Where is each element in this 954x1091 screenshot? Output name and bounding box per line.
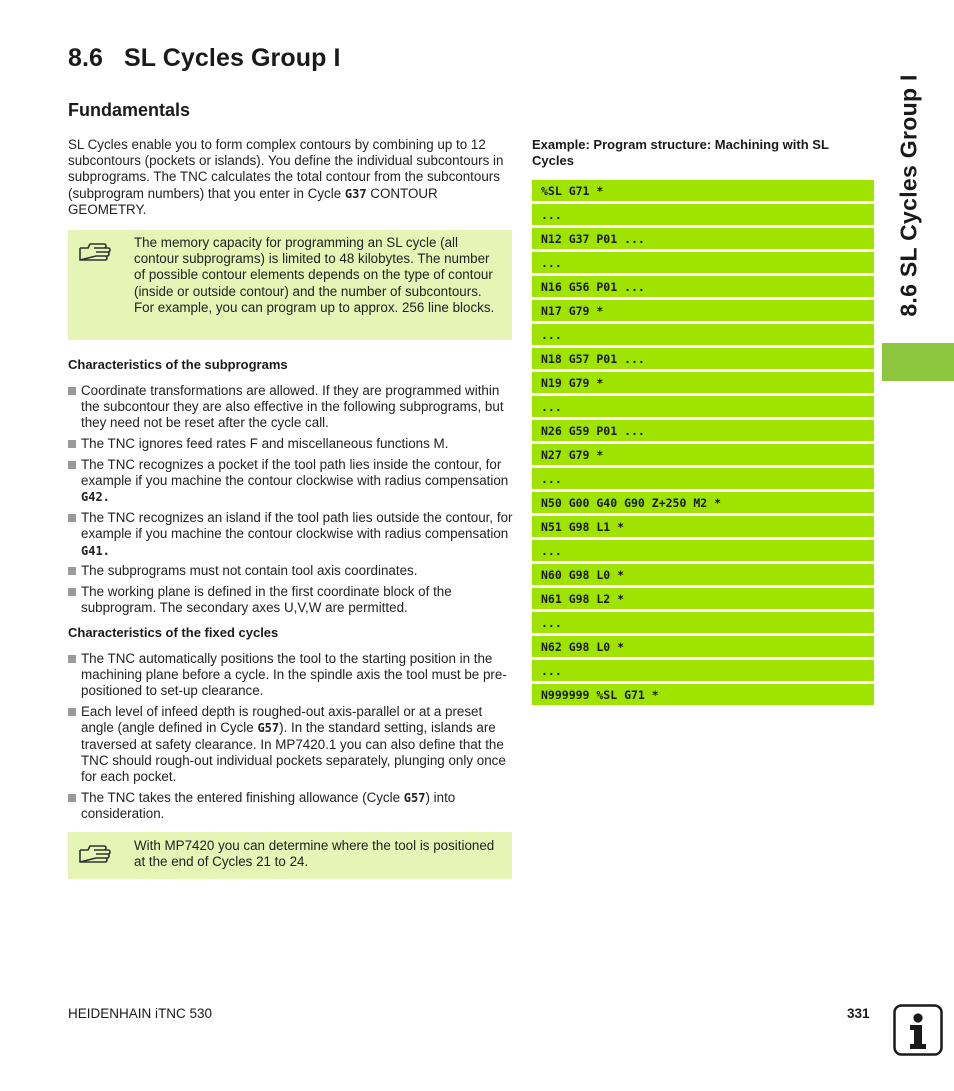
program-line: N12 G37 P01 ... bbox=[532, 228, 874, 249]
program-line: N60 G98 L0 * bbox=[532, 564, 874, 585]
pointing-hand-icon bbox=[78, 842, 112, 868]
list-item bbox=[68, 584, 514, 616]
list-item-text: The TNC automatically positions the tool to the starting position in the machining plane before a cycle. In the spindle axis the tool must be pre-positioned to set-up clearance. bbox=[81, 651, 507, 699]
program-line: ... bbox=[532, 660, 874, 681]
program-line: ... bbox=[532, 252, 874, 273]
program-line: N999999 %SL G71 * bbox=[532, 684, 874, 705]
footer-product: HEIDENHAIN iTNC 530 bbox=[68, 1006, 213, 1021]
subtitle: Fundamentals bbox=[68, 100, 191, 120]
list-item-text: The TNC ignores feed rates F and miscellaneous functions M. bbox=[81, 436, 449, 452]
list-item-text-end: ) into consideration. bbox=[81, 789, 456, 822]
fixed-cycles-list bbox=[68, 651, 514, 827]
list-item bbox=[68, 651, 514, 700]
program-listing bbox=[532, 180, 874, 708]
list-item bbox=[68, 510, 514, 559]
pointing-hand-icon bbox=[78, 240, 112, 266]
program-line: ... bbox=[532, 612, 874, 633]
program-line: ... bbox=[532, 468, 874, 489]
list-item-text: The TNC takes the entered finishing allowance (Cycle bbox=[81, 789, 404, 805]
program-line: ... bbox=[532, 540, 874, 561]
list-item-text: The working plane is defined in the first coordinate block of the subprogram. The secondary axes U,V,W are permitted. bbox=[81, 584, 452, 616]
intro-text: SL Cycles enable you to form complex contours by combining up to 12 subcontours (pockets or islands). You define the individual subcontours in subprograms. The TNC calculates the total contour from the subcontours (subprogram numbers) that you enter in Cycle bbox=[68, 137, 504, 201]
program-line: N61 G98 L2 * bbox=[532, 588, 874, 609]
program-line: N16 G56 P01 ... bbox=[532, 276, 874, 297]
side-section-title-text: 8.6 SL Cycles Group I bbox=[895, 73, 922, 317]
fixed-cycles-heading: Characteristics of the fixed cycles bbox=[68, 625, 279, 640]
program-line: ... bbox=[532, 324, 874, 345]
program-line: %SL G71 * bbox=[532, 180, 874, 201]
note-box-memory bbox=[68, 230, 512, 340]
note-text-memory: The memory capacity for programming an SL cycle (all contour subprograms) is limited to 48 kilobytes. The number of possible contour elements depends on the type of contour (inside or outside contour) and the number of subcontours. For example, you can program up to approx. 256 line blocks. bbox=[134, 235, 495, 315]
program-line: N50 G00 G40 G90 Z+250 M2 * bbox=[532, 492, 874, 513]
program-line: ... bbox=[532, 396, 874, 417]
list-item bbox=[68, 790, 514, 822]
list-item bbox=[68, 563, 514, 579]
list-item-text: The TNC recognizes a pocket if the tool path lies inside the contour, for example if you machine the contour clockwise with radius compensation bbox=[81, 457, 509, 489]
list-item bbox=[68, 704, 514, 785]
list-item-code: G41. bbox=[81, 543, 110, 558]
info-icon bbox=[893, 1004, 943, 1056]
list-item-text: The subprograms must not contain tool axis coordinates. bbox=[81, 563, 418, 579]
section-title: SL Cycles Group I bbox=[124, 44, 341, 72]
program-line: N17 G79 * bbox=[532, 300, 874, 321]
note-box-mp7420 bbox=[68, 832, 512, 879]
list-item bbox=[68, 457, 514, 506]
list-item-code: G42. bbox=[81, 490, 110, 505]
intro-text-end: CONTOUR GEOMETRY. bbox=[68, 185, 438, 217]
list-item bbox=[68, 383, 514, 432]
list-item bbox=[68, 436, 514, 452]
list-item-text: Coordinate transformations are allowed. If they are programmed within the subcontour they are also effective in the following subprograms, but they need not be reset after the cycle call. bbox=[81, 383, 504, 431]
program-line: N26 G59 P01 ... bbox=[532, 420, 874, 441]
program-line: N27 G79 * bbox=[532, 444, 874, 465]
section-number: 8.6 bbox=[68, 44, 104, 72]
list-item-code: G57 bbox=[257, 721, 280, 736]
intro-code: G37 bbox=[344, 186, 367, 201]
program-line: N51 G98 L1 * bbox=[532, 516, 874, 537]
list-item-text: Each level of infeed depth is roughed-out axis-parallel or at a preset angle (angle defined in Cycle bbox=[81, 704, 483, 736]
chapter-tab bbox=[882, 343, 954, 381]
intro-paragraph bbox=[68, 137, 508, 218]
page-title bbox=[68, 44, 341, 73]
program-line: ... bbox=[532, 204, 874, 225]
subprograms-list bbox=[68, 383, 514, 621]
list-item-text: The TNC recognizes an island if the tool path lies outside the contour, for example if you machine the contour clockwise with radius compensation bbox=[81, 510, 513, 542]
page-number: 331 bbox=[847, 1006, 870, 1021]
program-line: N62 G98 L0 * bbox=[532, 636, 874, 657]
list-item-code: G57 bbox=[403, 790, 426, 805]
note-text-mp7420: With MP7420 you can determine where the tool is positioned at the end of Cycles 21 to 24. bbox=[134, 838, 495, 870]
example-heading: Example: Program structure: Machining with SL Cycles bbox=[532, 137, 829, 168]
subprograms-heading: Characteristics of the subprograms bbox=[68, 357, 288, 372]
program-line: N18 G57 P01 ... bbox=[532, 348, 874, 369]
side-section-title bbox=[894, 50, 924, 340]
program-line: N19 G79 * bbox=[532, 372, 874, 393]
list-item-text-end: ). In the standard setting, islands are traversed at safety clearance. In MP7420.1 you can also define that the TNC should rough-out individual pockets separately, plunging only once for each pocket. bbox=[81, 720, 506, 785]
